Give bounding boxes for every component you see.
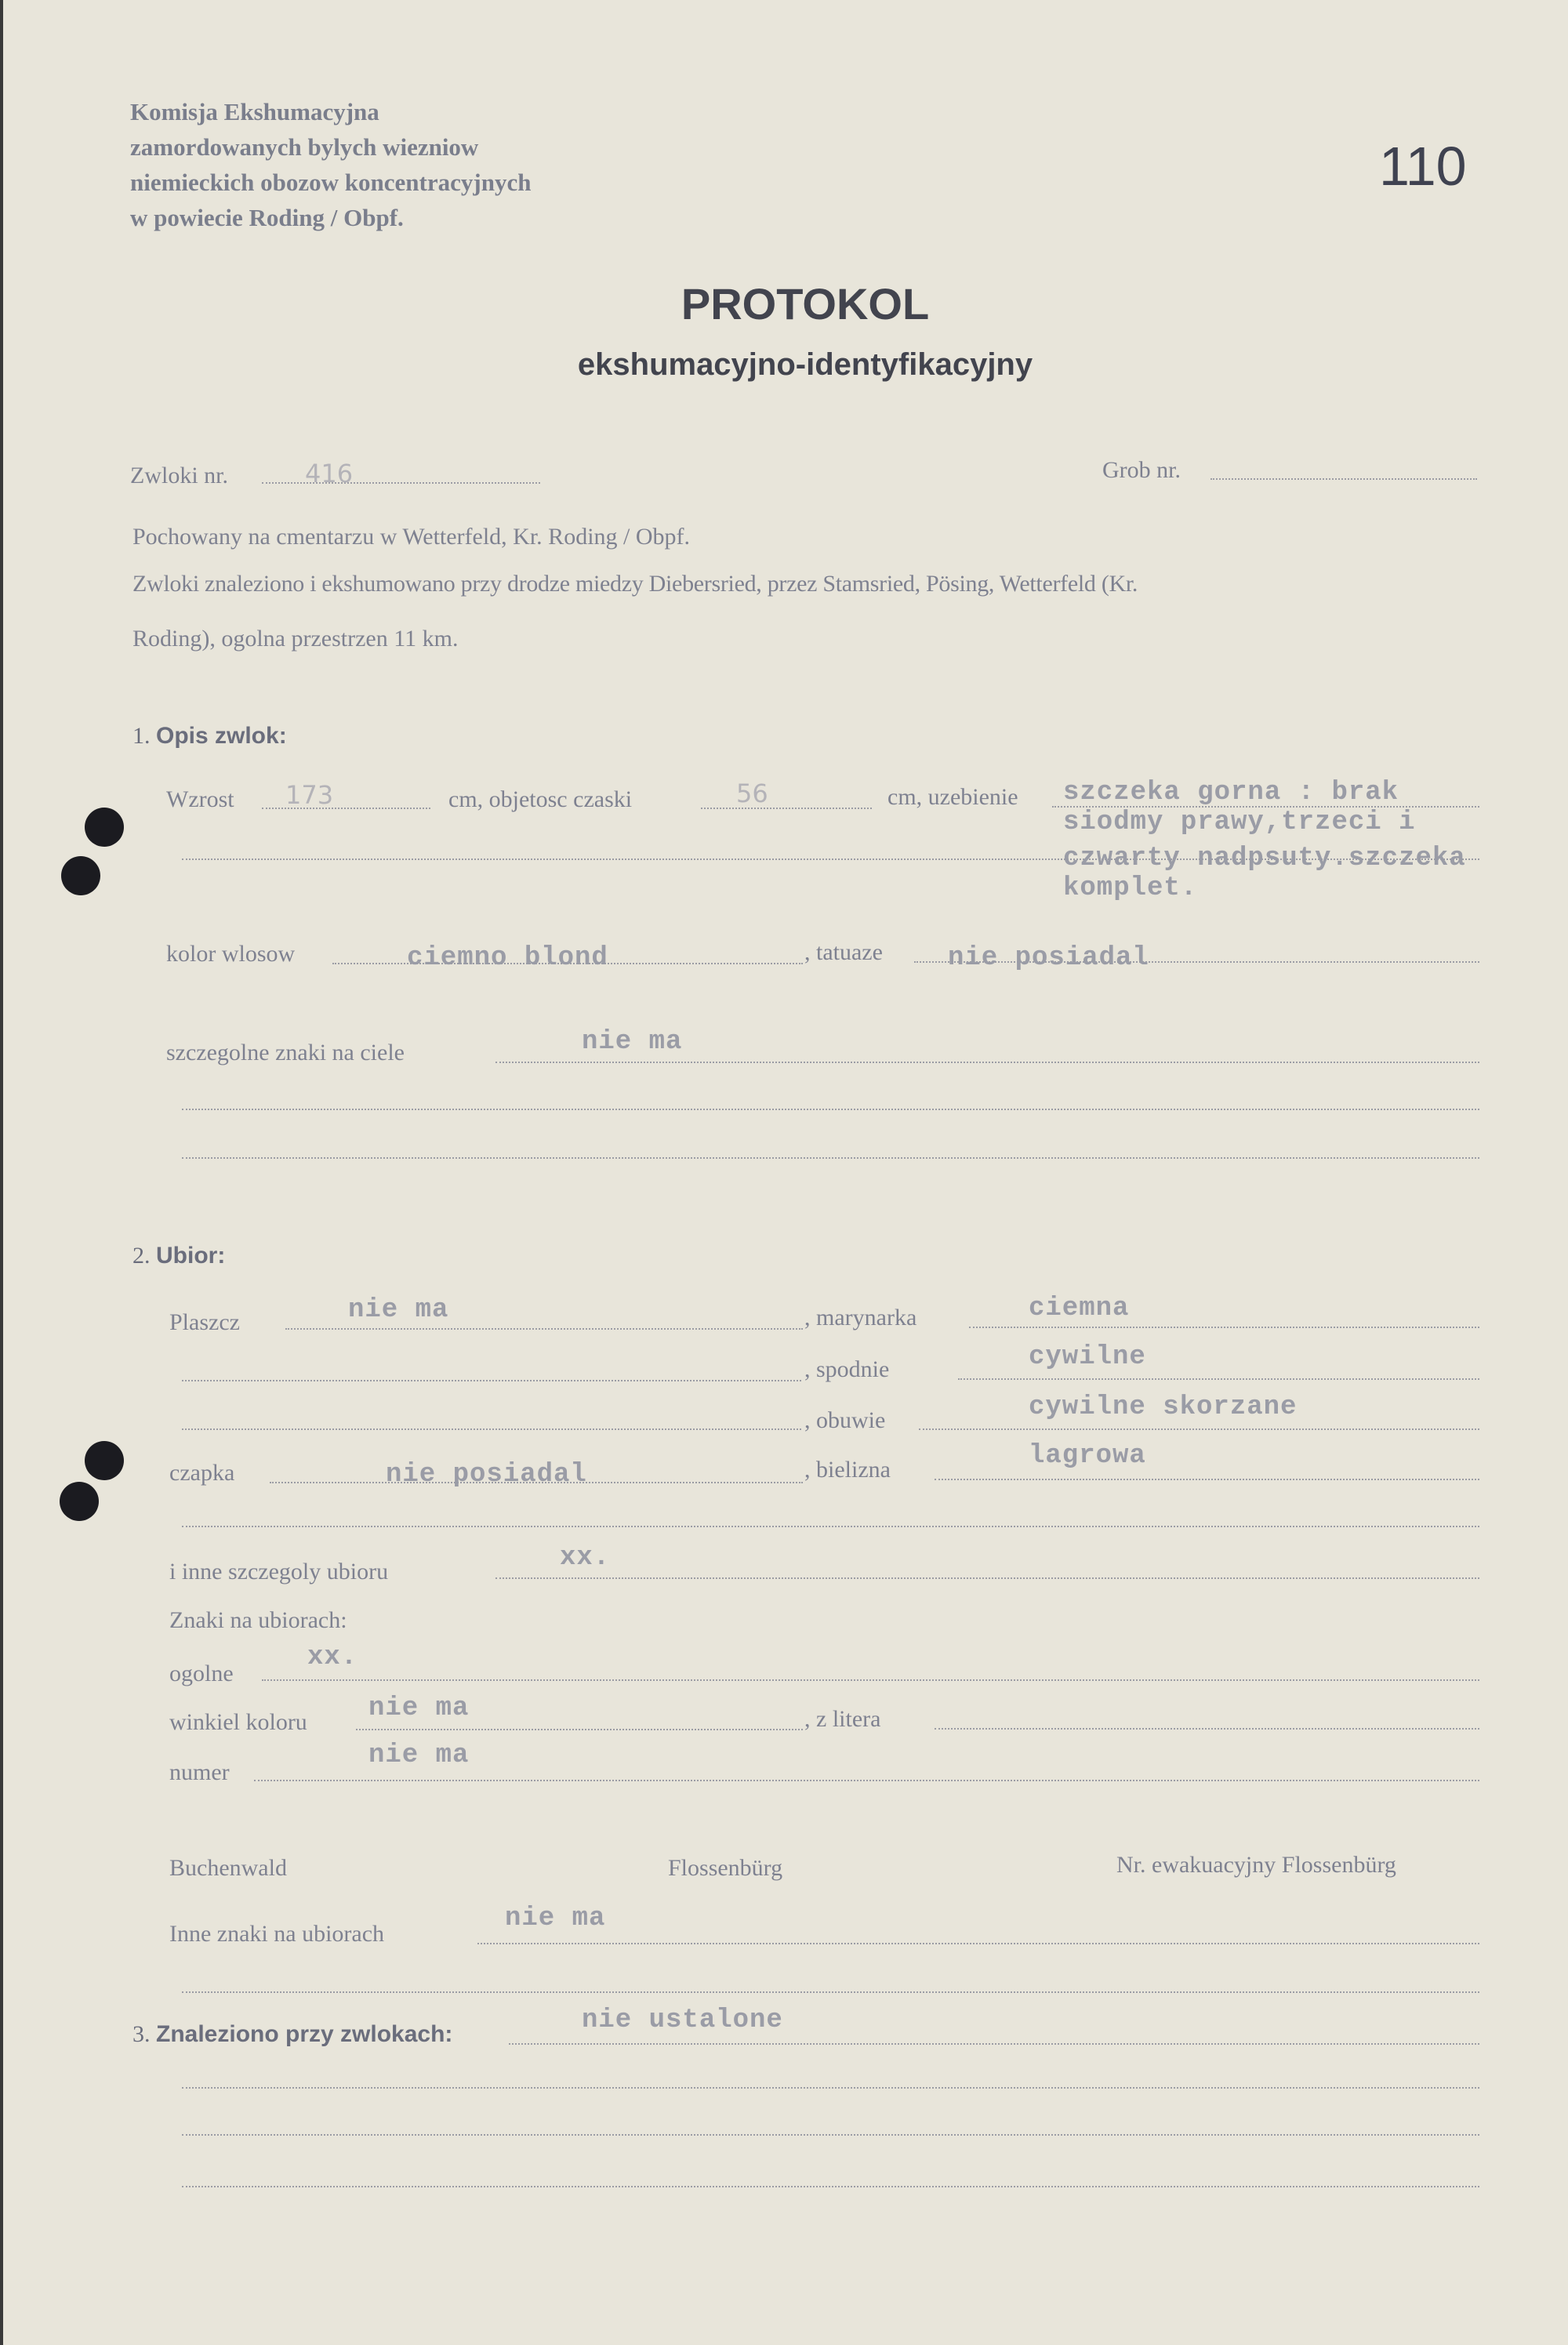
shoes-line [919,1428,1479,1430]
found-items-value: nie ustalone [582,2006,783,2035]
punch-hole [85,1441,124,1480]
coat-value: nie ma [348,1295,449,1325]
flossenburg-label: Flossenbürg [668,1855,783,1881]
number-line [254,1780,1479,1781]
skull-value: 56 [736,779,768,808]
burial-line-1: Pochowany na cmentarzu w Wetterfeld, Kr. Roding / Obpf. [132,524,691,550]
clothing-line-extra [182,1526,1479,1527]
other-details-line [495,1577,1479,1579]
jacket-line [969,1327,1479,1328]
section-3-heading [132,2021,452,2048]
burial-line-3: Roding), ogolna przestrzen 11 km. [132,626,459,652]
cap-value: nie posiadal [386,1460,587,1490]
section-2-title: Ubior: [156,1243,226,1269]
header-line-3: niemieckich obozow koncentracyjnych [130,169,532,196]
found-items-line [509,2043,1479,2045]
section-1-title: Opis zwlok: [156,723,287,749]
punch-hole [61,856,100,895]
body-marks-line-3 [182,1157,1479,1159]
skull-line [701,808,872,809]
triangle-color-line [356,1729,803,1730]
body-marks-line [495,1062,1479,1063]
hair-color-label: kolor wlosow [166,941,296,967]
teeth-label: cm, uzebienie [887,784,1018,810]
coat-line-3 [182,1428,801,1430]
section-3-title: Znaleziono przy zwlokach: [156,2021,453,2047]
other-details-label: i inne szczegoly ubioru [169,1559,389,1585]
burial-line-2: Zwloki znaleziono i ekshumowano przy drodze miedzy Diebersried, przez Stamsried, Pösing, Wetterfeld (Kr. [132,571,1138,597]
other-details-value: xx. [560,1543,611,1573]
header-line-1: Komisja Ekshumacyjna [130,98,379,125]
section-1-heading [132,723,287,750]
grave-number-label: Grob nr. [1102,457,1181,483]
section-2-heading [132,1243,225,1269]
section-1-number: 1. [132,723,151,749]
number-label: numer [169,1759,230,1785]
trousers-line [958,1378,1479,1380]
shoes-value: cywilne skorzane [1029,1392,1298,1422]
corpse-number-value: 416 [305,459,354,488]
letter-line [935,1728,1479,1730]
letter-label: , z litera [804,1706,881,1732]
trousers-label: , spodnie [804,1356,890,1382]
shoes-label: , obuwie [804,1407,886,1433]
triangle-color-value: nie ma [368,1693,470,1723]
triangle-color-label: winkiel koloru [169,1709,307,1735]
underwear-line [935,1479,1479,1480]
section-3-number: 3. [132,2021,151,2047]
marks-on-clothes-label: Znaki na ubiorach: [169,1607,347,1633]
other-clothing-marks-label: Inne znaki na ubiorach [169,1921,385,1947]
body-marks-label: szczegolne znaki na ciele [166,1040,405,1065]
height-label: Wzrost [166,786,234,812]
general-marks-label: ogolne [169,1661,234,1686]
header-line-2: zamordowanych bylych wiezniow [130,133,479,161]
teeth-value-3: czwarty nadpsuty.szczeka [1063,844,1466,873]
coat-line [285,1328,803,1330]
general-marks-value: xx. [307,1643,358,1672]
header-line-4: w powiecie Roding / Obpf. [130,204,404,231]
corpse-number-label: Zwloki nr. [130,463,228,488]
punch-hole [85,808,124,847]
general-marks-line [262,1679,1479,1681]
tattoo-value: nie posiadal [948,943,1149,973]
jacket-label: , marynarka [804,1305,917,1330]
tattoo-label: , tatuaze [804,939,883,965]
hair-color-value: ciemno blond [407,943,608,973]
section-2-number: 2. [132,1243,151,1269]
cap-label: czapka [169,1460,235,1486]
found-items-line-4 [182,2186,1479,2187]
other-clothing-marks-line [477,1943,1479,1944]
underwear-label: , bielizna [804,1457,891,1483]
commission-header [130,94,531,235]
teeth-value-2: siodmy prawy,trzeci i [1063,808,1416,837]
body-marks-value: nie ma [582,1027,683,1057]
found-items-line-3 [182,2134,1479,2136]
evacuation-number-label: Nr. ewakuacyjny Flossenbürg [1116,1852,1396,1878]
page-number: 110 [1379,136,1467,197]
found-items-line-2 [182,2087,1479,2089]
buchenwald-label: Buchenwald [169,1855,287,1881]
coat-line-2 [182,1380,801,1381]
jacket-value: ciemna [1029,1294,1130,1323]
teeth-value-1: szczeka gorna : brak [1063,778,1399,808]
teeth-value-4: komplet. [1063,873,1198,903]
other-clothing-marks-line-2 [182,1991,1479,1993]
document-title: PROTOKOL [681,279,930,329]
trousers-value: cywilne [1029,1342,1146,1372]
height-value: 173 [285,780,334,810]
grave-number-line [1210,478,1477,480]
body-marks-line-2 [182,1109,1479,1110]
other-clothing-marks-value: nie ma [505,1904,606,1933]
underwear-value: lagrowa [1029,1441,1146,1471]
corpse-number-line [262,482,540,484]
number-value: nie ma [368,1741,470,1770]
document-subtitle: ekshumacyjno-identyfikacyjny [577,347,1033,382]
skull-label: cm, objetosc czaski [448,786,633,812]
coat-label: Plaszcz [169,1309,240,1335]
punch-hole [60,1482,99,1521]
